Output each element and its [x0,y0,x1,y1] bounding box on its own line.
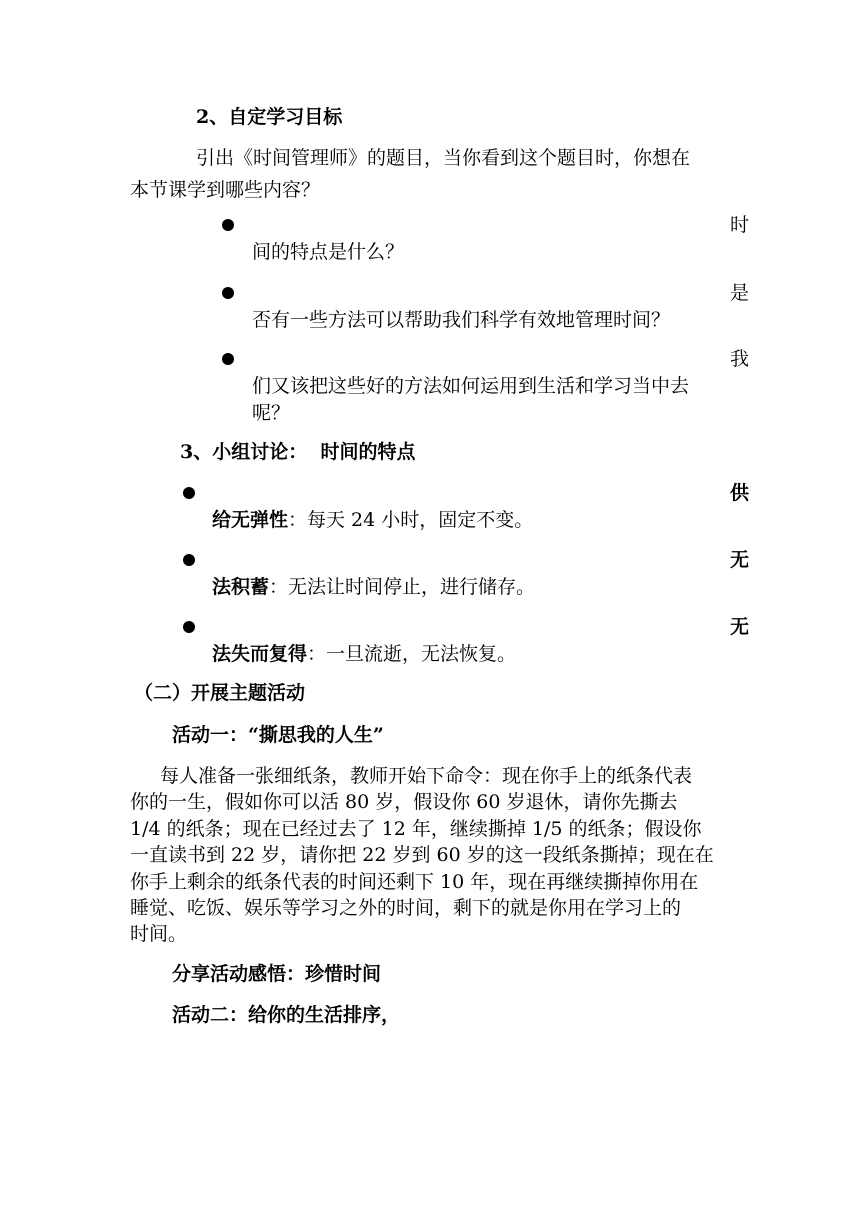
heading-set-goals: 2、自定学习目标 [196,106,343,128]
activity-1-body-line: 每人准备一张细纸条，教师开始下命令：现在你手上的纸条代表 [160,765,693,787]
activity-1-title: 活动一：“撕思我的人生” [172,724,384,746]
feature-2-desc: ：无法让时间停止，进行储存。 [269,576,536,598]
activity-1-body-line: 1/4 的纸条；现在已经过去了 12 年，继续撕掉 1/5 的纸条；假设你 [130,818,702,840]
feature-3-head: 无 [730,616,750,638]
bullet-icon [222,219,234,231]
feature-2-text [212,575,535,599]
activity-1-body-line: 时间。 [130,923,188,945]
feature-1-term: 给无弹性 [212,509,289,531]
bullet-icon [222,353,234,365]
feature-2-head: 无 [730,549,750,571]
activity-1-body-line: 睡觉、吃饭、娱乐等学习之外的时间，剩下的就是你用在学习上的 [130,897,682,919]
intro-line-1: 引出《时间管理师》的题目，当你看到这个题目时，你想在 [196,147,691,169]
question-3-head: 我 [730,348,750,370]
question-3-text-line-2: 呢？ [252,402,291,424]
activity-1-body-line: 你手上剩余的纸条代表的时间还剩下 10 年，现在再继续撕掉你用在 [130,871,699,893]
bullet-icon [183,621,195,633]
feature-3-term: 法失而复得 [212,643,308,665]
feature-1-text [212,508,533,532]
feature-1-head: 供 [730,482,750,504]
feature-3-desc: ：一旦流逝，无法恢复。 [307,643,517,665]
share-title: 分享活动感悟：珍惜时间 [172,963,382,985]
activity-1-body-line: 一直读书到 22 岁，请你把 22 岁到 60 岁的这一段纸条撕掉；现在在 [130,844,714,866]
section-heading-activities: （二）开展主题活动 [134,682,306,704]
bullet-icon [222,287,234,299]
intro-line-2: 本节课学到哪些内容？ [130,179,321,201]
bullet-icon [183,554,195,566]
activity-2-title: 活动二：给你的生活排序， [172,1004,401,1026]
heading-group-discussion: 3、小组讨论： 时间的特点 [180,441,416,463]
bullet-icon [183,487,195,499]
activity-1-body-line: 你的一生，假如你可以活 80 岁，假设你 60 岁退休，请你先撕去 [130,791,678,813]
feature-3-text [212,642,516,666]
question-3-text-line-1: 们又该把这些好的方法如何运用到生活和学习当中去 [252,375,690,397]
feature-2-term: 法积蓄 [212,576,270,598]
question-2-head: 是 [730,282,750,304]
question-1-head: 时 [730,214,750,236]
feature-1-desc: ：每天 24 小时，固定不变。 [288,509,534,531]
question-2-text: 否有一些方法可以帮助我们科学有效地管理时间？ [252,309,671,331]
question-1-text: 间的特点是什么？ [252,241,405,263]
